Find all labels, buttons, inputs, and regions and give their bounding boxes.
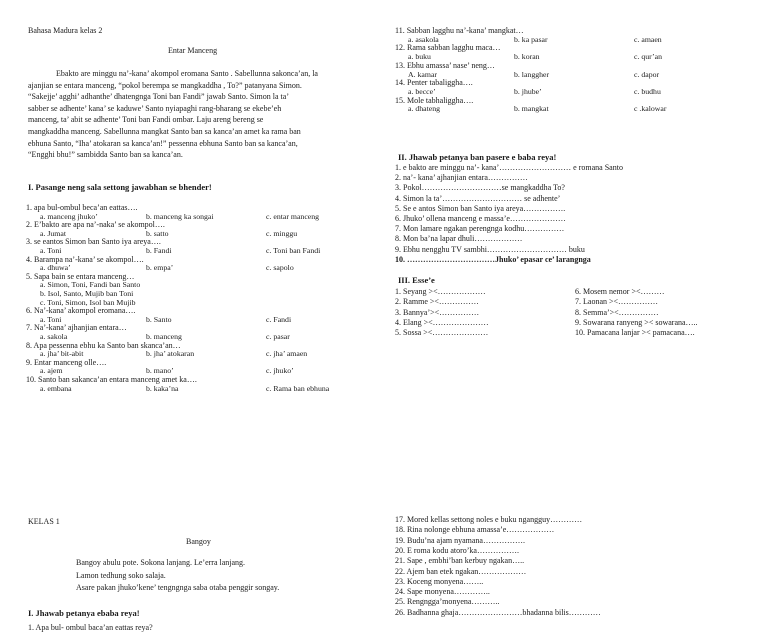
question-item: 13. Ebhu amassa’ nase’ neng… (395, 60, 495, 70)
answer-option: b. jhube’ (514, 86, 542, 96)
fill-in-item: 21. Sape , embhi’ban kerbuy ngakan….. (395, 556, 525, 566)
answer-option: a. Toni (40, 246, 62, 255)
answer-option: c. jha’ amaen (266, 349, 308, 359)
fill-in-item: 5. Se e antos Simon ban Santo iya areya……………. (395, 203, 566, 213)
answer-option: a. Simon, Toni, Fandi ban Santo (40, 280, 141, 290)
answer-option: c. pasar (266, 332, 290, 341)
section2-title: II. Jhawab petanya ban pasere e baba reya! (398, 152, 557, 162)
fill-in-item: 20. E roma kodu atoro’ka……………. (395, 545, 519, 555)
fill-in-item: 18. Rina nolonge ebhuna amassa’e……………… (395, 525, 555, 535)
answer-option: c. Toni, Simon, Isol ban Mujib (40, 297, 136, 307)
answer-option: a. dhateng (408, 104, 441, 114)
answer-option: a. Jumat (40, 228, 66, 238)
answer-option: b. kaka’na (146, 383, 179, 393)
answer-option: b. mano’ (146, 366, 174, 376)
answer-option: b. manceng (146, 332, 182, 341)
fill-in-item: 4. Simon la ta’………………………… se adhente’ (395, 193, 561, 203)
essay-item: 10. Pamacana lanjar >< pamacana…. (575, 328, 695, 338)
story-line: Ebakto are minggu na’-kana’ akompol eromana Santo . Sabellunna sakonca’an, la (56, 69, 318, 78)
answer-option: b. Fandi (146, 246, 172, 255)
fill-in-item: 26. Badhanna ghaja……………………bhadanna bilis………… (395, 607, 601, 617)
answer-option: b. Santo (146, 314, 172, 324)
answer-option: a. embana (40, 383, 72, 393)
fill-in-item: 17. Mored kellas settong noles e buku ngangguy………… (395, 515, 583, 524)
fill-in-item: 1. e bakto are minggu na’- kana’……………………… e romana Santo (395, 163, 623, 172)
answer-option: a. dhuwa’ (40, 263, 71, 273)
essay-item: 3. Bannya’><…………… (395, 307, 480, 317)
answer-option: a. manceng jhuko’ (40, 211, 98, 221)
fill-in-item: 3. Pokol…………………………se mangkaddha To? (395, 183, 565, 193)
answer-option: c. dapor (634, 69, 660, 79)
answer-option: c. Rama ban ebhuna (266, 383, 330, 393)
poem-line: Bangoy abulu pote. Sokona lanjang. Le’erra lanjang. (76, 558, 246, 567)
answer-option: c. jhuko’ (266, 366, 294, 376)
question-item: 10. Santo ban sakanca’an entara manceng amet ka…. (26, 375, 197, 384)
answer-option: b. mangkat (514, 104, 549, 114)
story-line: sabber se adhente’ kana’ se kaduwe’ Santo nyiapaghi rang-bharang se ekebe’eh (28, 103, 282, 113)
story-line: “Engghi bhu!” sambidda Santo ban sa kanca’an. (28, 150, 183, 160)
answer-option: b. satto (146, 228, 169, 238)
question-item: 15. Mole tabhaliggha…. (395, 95, 474, 105)
answer-option: b. koran (514, 52, 540, 62)
fill-in-item: 2. na’- kana’ ajhanjian entara…………… (395, 173, 528, 183)
question-item: 1. apa bul-ombul beca’an eattas…. (26, 203, 138, 212)
fill-in-item: 25. Rengngga’monyena……….. (395, 597, 500, 607)
section1-title-p3: I. Jhawab petanya ebaba reya! (28, 608, 140, 618)
story-line: ajanjian se entara manceng, “pokol berempa se mangkaddha , To?” patanyana Simon. (28, 80, 302, 90)
answer-option: a. ajem (40, 366, 63, 376)
story-line: ebhuna Santo, “Iha’ atokaran sa kanca’an!” pessenna ebhuna Santo ban sa kanca’an, (28, 138, 298, 148)
answer-option: c. sapolo (266, 263, 294, 273)
fill-in-item: 6. Jhuko’ ollena manceng e massa’e………………… (395, 214, 566, 223)
essay-item: 5. Sossa ><………………… (395, 328, 489, 338)
worksheet-page-4 (384, 505, 768, 630)
section3-title: III. Esse’e (398, 275, 435, 285)
worksheet-page-3 (0, 505, 384, 630)
fill-in-item: 8. Mon ba’na lapar dhuli……………… (395, 234, 523, 244)
fill-in-item: 24. Sape monyena………….. (395, 587, 490, 597)
essay-item: 7. Laonan ><…………… (575, 297, 659, 307)
fill-in-item: 7. Mon lamare ngakan perengnga kodhu…………… (395, 224, 565, 234)
question-item: 7. Na’-kana’ ajhanjian entara… (26, 323, 127, 333)
class-header: KELAS 1 (28, 517, 60, 526)
question-item: 4. Barampa na’-kana’ se akompol…. (26, 254, 144, 264)
section1-title: I. Pasange neng sala settong jawabhan se bhender! (28, 182, 212, 192)
answer-option: c. qur’an (634, 52, 662, 62)
essay-item: 4. Elang ><………………… (395, 317, 489, 327)
answer-option: a. jha’ bit-abit (40, 349, 84, 359)
worksheet-page-2 (384, 0, 768, 500)
question-item: 2. E’bakto are apa na’-naka’ se akompol…. (26, 220, 165, 230)
question-item: 3. se eantos Simon ban Santo iya areya…. (26, 237, 161, 247)
poem-line: Lamon tedhung soko salaja. (76, 570, 166, 580)
essay-item: 1. Seyang ><……………… (395, 287, 486, 296)
answer-option: b. jha’ atokaran (146, 349, 195, 359)
fill-in-item: 23. Koceng monyena…….. (395, 576, 484, 586)
answer-option: c. budhu (634, 86, 661, 96)
essay-item: 6. Mosem nemor ><……… (575, 287, 665, 296)
answer-option: a. becce’ (408, 86, 436, 96)
answer-option: c. Toni ban Fandi (266, 246, 321, 255)
worksheet-page-1 (0, 0, 384, 500)
question-item: 12. Rama sabban lagghu maca… (395, 43, 501, 53)
answer-option: c. entar manceng (266, 211, 320, 221)
answer-option: b. manceng ka songai (146, 211, 214, 221)
fill-in-item: 22. Ajem ban etek ngakan……………… (395, 566, 527, 576)
answer-option: b. langgher (514, 69, 550, 79)
answer-option: a. Toni (40, 314, 62, 324)
question-item: 8. Apa pessenna ebhu ka Santo ban skanca’an… (26, 340, 181, 350)
fill-in-item: 19. Budu’na ajam nyamana……………. (395, 535, 525, 545)
answer-option: c. Fandi (266, 314, 292, 324)
question-item: 14. Penter tabaliggha…. (395, 78, 473, 88)
answer-option: A. kamar (408, 69, 438, 79)
answer-option: c. amaen (634, 34, 662, 44)
story-line: “Sakejje’ agghi’ adhanthe’ dhatengnga Toni ban Fandi” jawab Santo. Simon la ta’ (28, 92, 289, 102)
poem-line: Asare pakan jhuko’kene’ tengngnga saba otaba penggir songay. (76, 583, 280, 592)
answer-option: c. minggu (266, 228, 298, 238)
answer-option: c .kalowar (634, 104, 667, 114)
answer-option: a. buku (408, 52, 431, 62)
question-1: 1. Apa bul- ombul baca’an eattas reya? (28, 623, 153, 632)
answer-option: b. empa’ (146, 263, 174, 273)
answer-option: b. Isol, Santo, Mujib ban Toni (40, 289, 134, 298)
question-item: 11. Sabban lagghu na’-kana’ mangkat… (395, 26, 524, 35)
question-item: 5. Sapa bain se entara manceng… (26, 271, 135, 281)
essay-item: 9. Sowarana ranyeng >< sowarana….. (575, 317, 698, 327)
page-header: Bahasa Madura kelas 2 (28, 26, 103, 35)
answer-option: b. ka pasar (514, 34, 548, 44)
essay-item: 8. Semma’><…………… (575, 307, 659, 317)
answer-option: a. asakola (408, 34, 439, 44)
question-item: 9. Entar manceng olle…. (26, 357, 107, 367)
answer-option: a. sakola (40, 332, 68, 341)
poem-title: Bangoy (186, 537, 211, 546)
fill-in-item: 9. Ebhu nengghu TV sambhi………………………… buku (395, 244, 585, 254)
story-line: manceng, ta’ abit se adhente’ Toni ban Fandi ombar. Laju areng bereng se (28, 115, 264, 125)
fill-in-item: 10. ……………………………Jhuko’ epasar ce’ larangnga (395, 254, 591, 264)
essay-item: 2. Ramme ><…………… (395, 297, 479, 307)
story-title: Entar Manceng (168, 46, 218, 55)
question-item: 6. Na’-kana’ akompol eromana…. (26, 306, 136, 316)
story-line: mangkaddha manceng. Sabellunna mangkat Santo ban sa kanca’an amet ka rama ban (28, 127, 301, 136)
